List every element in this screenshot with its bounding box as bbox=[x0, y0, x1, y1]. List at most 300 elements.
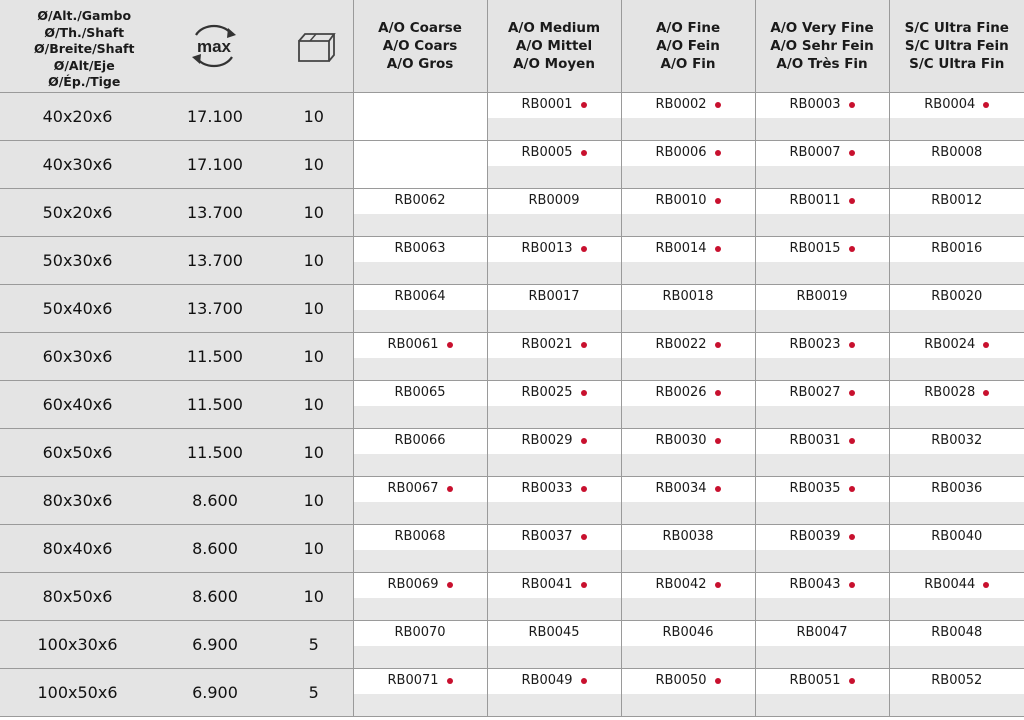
grit-header-coarse bbox=[353, 0, 487, 92]
product-cell bbox=[621, 620, 755, 668]
max-rpm-cell: 8.600 bbox=[155, 524, 275, 572]
product-code: RB0029 bbox=[521, 433, 573, 448]
size-cell: 80x40x6 bbox=[0, 524, 155, 572]
pack-qty-cell: 10 bbox=[275, 236, 353, 284]
product-code: RB0032 bbox=[931, 433, 983, 448]
product-cell bbox=[353, 572, 487, 620]
product-cell bbox=[353, 476, 487, 524]
dimension-label: Ø/Ép./Tige bbox=[48, 74, 121, 90]
product-code: RB0008 bbox=[931, 145, 983, 160]
product-code: RB0066 bbox=[394, 433, 446, 448]
table-row bbox=[0, 284, 1024, 332]
product-cell bbox=[755, 620, 889, 668]
grit-label: A/O Très Fin bbox=[776, 56, 868, 72]
grit-label: A/O Moyen bbox=[513, 56, 595, 72]
row-stripe bbox=[890, 549, 1024, 572]
max-rpm-cell: 11.500 bbox=[155, 380, 275, 428]
product-cell bbox=[889, 476, 1024, 524]
package-icon bbox=[296, 30, 336, 64]
row-stripe bbox=[488, 645, 621, 668]
row-stripe bbox=[890, 693, 1024, 716]
product-code: RB0004 bbox=[924, 97, 976, 112]
product-cell bbox=[353, 620, 487, 668]
product-code: RB0034 bbox=[655, 481, 707, 496]
row-stripe bbox=[622, 405, 755, 428]
product-cell bbox=[487, 284, 621, 332]
row-stripe bbox=[756, 117, 889, 140]
product-code: RB0063 bbox=[394, 241, 446, 256]
grit-label: A/O Fine bbox=[655, 20, 721, 36]
availability-dot-icon bbox=[849, 582, 855, 588]
product-code: RB0062 bbox=[394, 193, 446, 208]
availability-dot-icon bbox=[447, 582, 453, 588]
product-code: RB0069 bbox=[387, 577, 439, 592]
size-cell: 100x30x6 bbox=[0, 620, 155, 668]
product-cell bbox=[621, 476, 755, 524]
grit-header-fine bbox=[621, 0, 755, 92]
product-cell bbox=[621, 236, 755, 284]
product-cell bbox=[755, 380, 889, 428]
row-stripe bbox=[756, 501, 889, 524]
row-stripe bbox=[354, 261, 487, 284]
empty-cell bbox=[353, 140, 487, 188]
product-cell bbox=[755, 524, 889, 572]
grit-label: S/C Ultra Fein bbox=[904, 38, 1009, 54]
row-stripe bbox=[622, 309, 755, 332]
pack-qty-cell: 10 bbox=[275, 380, 353, 428]
product-code: RB0010 bbox=[655, 193, 707, 208]
empty-cell bbox=[353, 92, 487, 140]
product-code: RB0023 bbox=[789, 337, 841, 352]
product-code: RB0011 bbox=[789, 193, 841, 208]
row-stripe bbox=[756, 453, 889, 476]
availability-dot-icon bbox=[849, 534, 855, 540]
product-cell bbox=[621, 572, 755, 620]
row-stripe bbox=[890, 309, 1024, 332]
row-stripe bbox=[622, 549, 755, 572]
row-stripe bbox=[488, 165, 621, 188]
row-stripe bbox=[622, 453, 755, 476]
grit-label: A/O Fein bbox=[656, 38, 720, 54]
availability-dot-icon bbox=[581, 150, 587, 156]
row-stripe bbox=[488, 453, 621, 476]
product-code: RB0051 bbox=[789, 673, 841, 688]
max-rpm-cell: 8.600 bbox=[155, 572, 275, 620]
grit-label: A/O Coarse bbox=[378, 20, 462, 36]
pack-qty-cell: 5 bbox=[275, 620, 353, 668]
product-code: RB0019 bbox=[796, 289, 848, 304]
product-cell bbox=[755, 476, 889, 524]
product-code: RB0014 bbox=[655, 241, 707, 256]
row-stripe bbox=[488, 597, 621, 620]
product-cell bbox=[487, 92, 621, 140]
row-stripe bbox=[756, 165, 889, 188]
row-stripe bbox=[354, 213, 487, 236]
table-body bbox=[0, 92, 1024, 716]
product-code: RB0012 bbox=[931, 193, 983, 208]
row-stripe bbox=[622, 165, 755, 188]
row-stripe bbox=[488, 309, 621, 332]
product-code: RB0047 bbox=[796, 625, 848, 640]
availability-dot-icon bbox=[849, 102, 855, 108]
product-cell bbox=[755, 92, 889, 140]
row-stripe bbox=[890, 597, 1024, 620]
grit-label: A/O Mittel bbox=[515, 38, 593, 54]
row-stripe bbox=[354, 645, 487, 668]
availability-dot-icon bbox=[447, 342, 453, 348]
product-code: RB0031 bbox=[789, 433, 841, 448]
product-cell bbox=[755, 284, 889, 332]
availability-dot-icon bbox=[581, 102, 587, 108]
product-code: RB0007 bbox=[789, 145, 841, 160]
availability-dot-icon bbox=[849, 438, 855, 444]
product-cell bbox=[353, 188, 487, 236]
product-code: RB0001 bbox=[521, 97, 573, 112]
product-cell bbox=[353, 236, 487, 284]
row-stripe bbox=[756, 693, 889, 716]
product-code: RB0006 bbox=[655, 145, 707, 160]
product-code: RB0050 bbox=[655, 673, 707, 688]
size-cell: 40x20x6 bbox=[0, 92, 155, 140]
product-cell bbox=[487, 236, 621, 284]
product-cell bbox=[353, 284, 487, 332]
row-stripe bbox=[756, 645, 889, 668]
availability-dot-icon bbox=[715, 342, 721, 348]
product-code: RB0030 bbox=[655, 433, 707, 448]
row-stripe bbox=[622, 261, 755, 284]
availability-dot-icon bbox=[581, 678, 587, 684]
product-cell bbox=[889, 236, 1024, 284]
row-stripe bbox=[354, 549, 487, 572]
dimension-label: Ø/Alt./Gambo bbox=[37, 8, 132, 23]
product-code: RB0026 bbox=[655, 385, 707, 400]
table-row bbox=[0, 668, 1024, 716]
row-stripe bbox=[622, 117, 755, 140]
row-stripe bbox=[622, 213, 755, 236]
grit-header-medium bbox=[487, 0, 621, 92]
dimension-label: Ø/Breite/Shaft bbox=[34, 41, 135, 57]
product-cell bbox=[621, 380, 755, 428]
dimension-labels bbox=[34, 8, 134, 91]
product-code: RB0015 bbox=[789, 241, 841, 256]
pack-qty-cell: 5 bbox=[275, 668, 353, 716]
availability-dot-icon bbox=[581, 342, 587, 348]
row-stripe bbox=[890, 645, 1024, 668]
availability-dot-icon bbox=[581, 390, 587, 396]
grit-label: A/O Very Fine bbox=[770, 20, 874, 36]
row-stripe bbox=[622, 501, 755, 524]
product-cell bbox=[755, 572, 889, 620]
pack-qty-cell: 10 bbox=[275, 476, 353, 524]
product-code: RB0013 bbox=[521, 241, 573, 256]
product-cell bbox=[487, 476, 621, 524]
product-cell bbox=[621, 668, 755, 716]
product-cell bbox=[755, 668, 889, 716]
availability-dot-icon bbox=[447, 678, 453, 684]
product-cell bbox=[487, 620, 621, 668]
dimension-header bbox=[0, 0, 353, 92]
availability-dot-icon bbox=[581, 438, 587, 444]
pack-qty-cell: 10 bbox=[275, 332, 353, 380]
product-cell bbox=[755, 332, 889, 380]
table-row bbox=[0, 428, 1024, 476]
product-cell bbox=[621, 332, 755, 380]
row-stripe bbox=[354, 309, 487, 332]
product-cell bbox=[353, 428, 487, 476]
grit-header-ultra-fine bbox=[889, 0, 1024, 92]
table-row bbox=[0, 236, 1024, 284]
size-cell: 80x30x6 bbox=[0, 476, 155, 524]
product-code: RB0065 bbox=[394, 385, 446, 400]
product-cell bbox=[889, 524, 1024, 572]
row-stripe bbox=[354, 453, 487, 476]
availability-dot-icon bbox=[983, 102, 989, 108]
product-code: RB0017 bbox=[528, 289, 580, 304]
product-code: RB0005 bbox=[521, 145, 573, 160]
product-cell bbox=[889, 380, 1024, 428]
max-rpm-cell: 11.500 bbox=[155, 332, 275, 380]
product-cell bbox=[353, 380, 487, 428]
product-cell bbox=[621, 284, 755, 332]
table-row bbox=[0, 140, 1024, 188]
product-code: RB0044 bbox=[924, 577, 976, 592]
availability-dot-icon bbox=[715, 150, 721, 156]
grit-label: A/O Gros bbox=[386, 56, 454, 72]
availability-dot-icon bbox=[849, 486, 855, 492]
product-code: RB0046 bbox=[662, 625, 714, 640]
product-cell bbox=[487, 428, 621, 476]
product-code: RB0041 bbox=[521, 577, 573, 592]
row-stripe bbox=[756, 309, 889, 332]
grit-label: A/O Sehr Fein bbox=[770, 38, 874, 54]
row-stripe bbox=[622, 645, 755, 668]
row-stripe bbox=[488, 549, 621, 572]
product-code: RB0038 bbox=[662, 529, 714, 544]
availability-dot-icon bbox=[849, 390, 855, 396]
product-cell bbox=[889, 92, 1024, 140]
availability-dot-icon bbox=[447, 486, 453, 492]
availability-dot-icon bbox=[849, 198, 855, 204]
product-cell bbox=[889, 668, 1024, 716]
product-cell bbox=[487, 572, 621, 620]
pack-qty-cell: 10 bbox=[275, 188, 353, 236]
dimension-label: Ø/Alt/Eje bbox=[53, 57, 115, 73]
max-rpm-cell: 6.900 bbox=[155, 668, 275, 716]
table-row bbox=[0, 332, 1024, 380]
size-cell: 60x50x6 bbox=[0, 428, 155, 476]
row-stripe bbox=[622, 357, 755, 380]
product-code: RB0018 bbox=[662, 289, 714, 304]
product-code: RB0061 bbox=[387, 337, 439, 352]
product-cell bbox=[621, 140, 755, 188]
product-cell bbox=[621, 428, 755, 476]
row-stripe bbox=[354, 597, 487, 620]
availability-dot-icon bbox=[581, 534, 587, 540]
product-code: RB0052 bbox=[931, 673, 983, 688]
row-stripe bbox=[488, 501, 621, 524]
row-stripe bbox=[890, 261, 1024, 284]
row-stripe bbox=[488, 213, 621, 236]
availability-dot-icon bbox=[715, 582, 721, 588]
row-stripe bbox=[890, 357, 1024, 380]
grit-label: A/O Medium bbox=[507, 20, 601, 36]
max-rpm-icon bbox=[188, 23, 240, 69]
product-code: RB0043 bbox=[789, 577, 841, 592]
product-code: RB0025 bbox=[521, 385, 573, 400]
product-code: RB0067 bbox=[387, 481, 439, 496]
max-rpm-cell: 13.700 bbox=[155, 236, 275, 284]
max-rpm-cell: 8.600 bbox=[155, 476, 275, 524]
product-cell bbox=[755, 236, 889, 284]
pack-qty-cell: 10 bbox=[275, 284, 353, 332]
table-row bbox=[0, 572, 1024, 620]
row-stripe bbox=[756, 549, 889, 572]
availability-dot-icon bbox=[849, 150, 855, 156]
max-rpm-cell: 17.100 bbox=[155, 140, 275, 188]
availability-dot-icon bbox=[581, 486, 587, 492]
product-cell bbox=[353, 524, 487, 572]
size-cell: 60x40x6 bbox=[0, 380, 155, 428]
grit-label: A/O Fin bbox=[660, 56, 716, 72]
row-stripe bbox=[890, 213, 1024, 236]
row-stripe bbox=[890, 165, 1024, 188]
product-code: RB0064 bbox=[394, 289, 446, 304]
pack-qty-cell: 10 bbox=[275, 140, 353, 188]
product-cell bbox=[621, 188, 755, 236]
table-row bbox=[0, 92, 1024, 140]
product-cell bbox=[487, 332, 621, 380]
table-row bbox=[0, 524, 1024, 572]
size-cell: 50x20x6 bbox=[0, 188, 155, 236]
availability-dot-icon bbox=[715, 246, 721, 252]
dimension-label: Ø/Th./Shaft bbox=[44, 24, 125, 40]
product-code: RB0016 bbox=[931, 241, 983, 256]
row-stripe bbox=[756, 357, 889, 380]
row-stripe bbox=[756, 261, 889, 284]
row-stripe bbox=[354, 405, 487, 428]
product-code: RB0021 bbox=[521, 337, 573, 352]
row-stripe bbox=[354, 357, 487, 380]
product-code: RB0033 bbox=[521, 481, 573, 496]
row-stripe bbox=[756, 597, 889, 620]
product-code: RB0027 bbox=[789, 385, 841, 400]
table-row bbox=[0, 188, 1024, 236]
availability-dot-icon bbox=[849, 342, 855, 348]
product-cell bbox=[487, 380, 621, 428]
size-cell: 100x50x6 bbox=[0, 668, 155, 716]
max-rpm-cell: 11.500 bbox=[155, 428, 275, 476]
row-stripe bbox=[488, 117, 621, 140]
product-cell bbox=[621, 92, 755, 140]
product-cell bbox=[889, 428, 1024, 476]
pack-qty-cell: 10 bbox=[275, 572, 353, 620]
product-code: RB0002 bbox=[655, 97, 707, 112]
product-cell bbox=[889, 284, 1024, 332]
product-code: RB0049 bbox=[521, 673, 573, 688]
row-stripe bbox=[890, 405, 1024, 428]
row-stripe bbox=[756, 213, 889, 236]
size-cell: 80x50x6 bbox=[0, 572, 155, 620]
product-code: RB0068 bbox=[394, 529, 446, 544]
size-cell: 60x30x6 bbox=[0, 332, 155, 380]
product-cell bbox=[487, 188, 621, 236]
availability-dot-icon bbox=[715, 198, 721, 204]
row-stripe bbox=[890, 453, 1024, 476]
product-code: RB0048 bbox=[931, 625, 983, 640]
availability-dot-icon bbox=[715, 678, 721, 684]
product-cell bbox=[889, 188, 1024, 236]
availability-dot-icon bbox=[983, 342, 989, 348]
product-cell bbox=[889, 140, 1024, 188]
size-cell: 50x40x6 bbox=[0, 284, 155, 332]
product-code: RB0040 bbox=[931, 529, 983, 544]
availability-dot-icon bbox=[715, 390, 721, 396]
pack-qty-cell: 10 bbox=[275, 524, 353, 572]
row-stripe bbox=[488, 357, 621, 380]
product-cell bbox=[621, 524, 755, 572]
row-stripe bbox=[622, 693, 755, 716]
product-code: RB0070 bbox=[394, 625, 446, 640]
product-code: RB0037 bbox=[521, 529, 573, 544]
grit-header-very-fine bbox=[755, 0, 889, 92]
row-stripe bbox=[890, 501, 1024, 524]
product-cell bbox=[487, 668, 621, 716]
pack-qty-cell: 10 bbox=[275, 92, 353, 140]
availability-dot-icon bbox=[715, 438, 721, 444]
product-cell bbox=[353, 668, 487, 716]
product-code: RB0071 bbox=[387, 673, 439, 688]
product-code: RB0042 bbox=[655, 577, 707, 592]
size-cell: 50x30x6 bbox=[0, 236, 155, 284]
availability-dot-icon bbox=[849, 678, 855, 684]
row-stripe bbox=[488, 405, 621, 428]
size-cell: 40x30x6 bbox=[0, 140, 155, 188]
row-stripe bbox=[756, 405, 889, 428]
availability-dot-icon bbox=[983, 390, 989, 396]
product-code: RB0024 bbox=[924, 337, 976, 352]
product-code: RB0003 bbox=[789, 97, 841, 112]
availability-dot-icon bbox=[849, 246, 855, 252]
product-code: RB0036 bbox=[931, 481, 983, 496]
product-cell bbox=[755, 188, 889, 236]
grit-label: S/C Ultra Fin bbox=[909, 56, 1005, 72]
table-row bbox=[0, 476, 1024, 524]
product-cell bbox=[755, 140, 889, 188]
availability-dot-icon bbox=[983, 582, 989, 588]
product-cell bbox=[353, 332, 487, 380]
product-cell bbox=[889, 620, 1024, 668]
product-code: RB0020 bbox=[931, 289, 983, 304]
max-rpm-cell: 6.900 bbox=[155, 620, 275, 668]
table-row bbox=[0, 380, 1024, 428]
availability-dot-icon bbox=[581, 582, 587, 588]
product-cell bbox=[487, 140, 621, 188]
product-code: RB0028 bbox=[924, 385, 976, 400]
max-rpm-cell: 13.700 bbox=[155, 284, 275, 332]
row-stripe bbox=[890, 117, 1024, 140]
max-rpm-cell: 13.700 bbox=[155, 188, 275, 236]
product-code: RB0022 bbox=[655, 337, 707, 352]
max-icon-text: max bbox=[196, 37, 232, 56]
max-rpm-cell: 17.100 bbox=[155, 92, 275, 140]
availability-dot-icon bbox=[715, 486, 721, 492]
table-row bbox=[0, 620, 1024, 668]
product-cell bbox=[487, 524, 621, 572]
product-code: RB0039 bbox=[789, 529, 841, 544]
grit-label: S/C Ultra Fine bbox=[904, 20, 1009, 36]
product-cell bbox=[889, 332, 1024, 380]
grit-label: A/O Coars bbox=[382, 38, 458, 54]
